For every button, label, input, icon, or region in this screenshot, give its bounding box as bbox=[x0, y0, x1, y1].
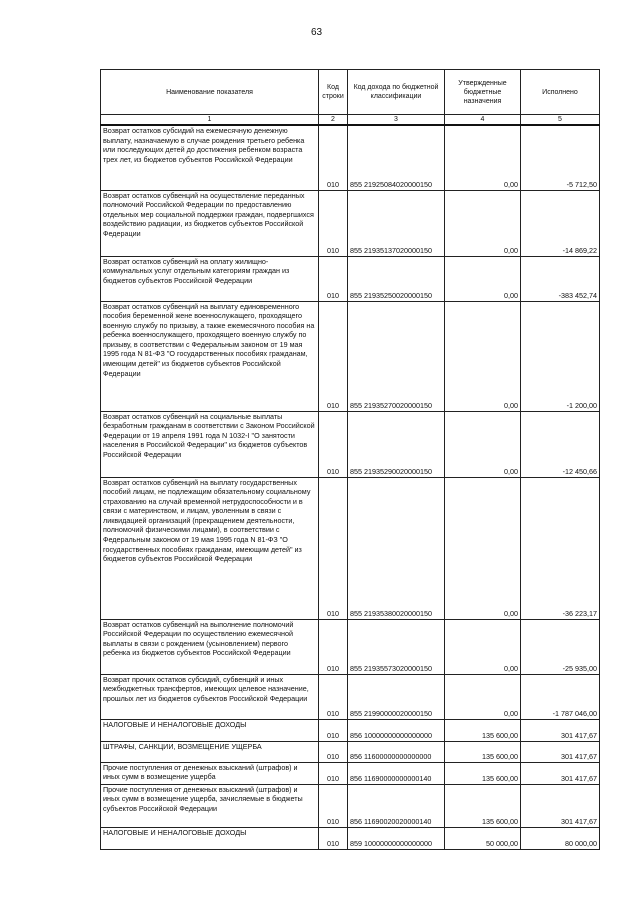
header-code: Код строки bbox=[319, 70, 348, 115]
table-row bbox=[101, 411, 600, 477]
row-kbk: 855 21935137020000150 bbox=[348, 190, 445, 256]
row-approved: 0,00 bbox=[445, 256, 521, 301]
header-name: Наименование показателя bbox=[101, 70, 319, 115]
row-done: -5 712,50 bbox=[521, 125, 600, 190]
row-kbk: 856 10000000000000000 bbox=[348, 719, 445, 741]
row-code: 010 bbox=[319, 619, 348, 674]
row-done: -36 223,17 bbox=[521, 477, 600, 619]
table-row bbox=[101, 125, 600, 190]
table-row bbox=[101, 719, 600, 741]
report-table bbox=[100, 69, 600, 850]
row-code: 010 bbox=[319, 125, 348, 190]
row-done: 301 417,67 bbox=[521, 762, 600, 784]
row-done: 301 417,67 bbox=[521, 741, 600, 762]
row-done: 80 000,00 bbox=[521, 827, 600, 849]
table-body bbox=[101, 125, 600, 849]
row-name: Прочие поступления от денежных взысканий (штрафов) и иных сумм в возмещение ущерба, зачисляемые в бюджеты субъектов Российской Федерации bbox=[101, 784, 319, 827]
row-name: Возврат остатков субсидий на ежемесячную денежную выплату, назначаемую в случае рождения третьего ребенка или последующих детей до достижения ребенком возраста трех лет, из бюджетов субъектов Российской Федерации bbox=[101, 125, 319, 190]
column-number: 4 bbox=[445, 115, 521, 126]
row-name: НАЛОГОВЫЕ И НЕНАЛОГОВЫЕ ДОХОДЫ bbox=[101, 719, 319, 741]
row-done: -14 869,22 bbox=[521, 190, 600, 256]
table-row bbox=[101, 256, 600, 301]
header-approved: Утвержденные бюджетные назначения bbox=[445, 70, 521, 115]
table-row bbox=[101, 784, 600, 827]
row-done: -383 452,74 bbox=[521, 256, 600, 301]
row-approved: 135 600,00 bbox=[445, 741, 521, 762]
row-code: 010 bbox=[319, 477, 348, 619]
row-code: 010 bbox=[319, 784, 348, 827]
column-number: 3 bbox=[348, 115, 445, 126]
row-name: Возврат остатков субвенций на оплату жилищно-коммунальных услуг отдельным категориям граждан из бюджетов субъектов Российской Федерации bbox=[101, 256, 319, 301]
row-approved: 135 600,00 bbox=[445, 719, 521, 741]
row-kbk: 855 21935380020000150 bbox=[348, 477, 445, 619]
row-kbk: 855 21935290020000150 bbox=[348, 411, 445, 477]
table-row bbox=[101, 477, 600, 619]
row-kbk: 859 10000000000000000 bbox=[348, 827, 445, 849]
row-name: Возврат прочих остатков субсидий, субвенций и иных межбюджетных трансфертов, имеющих целевое назначение, прошлых лет из бюджетов субъектов Российской Федерации bbox=[101, 674, 319, 719]
row-code: 010 bbox=[319, 674, 348, 719]
row-kbk: 855 21935270020000150 bbox=[348, 301, 445, 411]
row-code: 010 bbox=[319, 741, 348, 762]
row-name: НАЛОГОВЫЕ И НЕНАЛОГОВЫЕ ДОХОДЫ bbox=[101, 827, 319, 849]
row-kbk: 855 21935250020000150 bbox=[348, 256, 445, 301]
row-name: Возврат остатков субвенций на осуществление переданных полномочий Российской Федерации по предоставлению отдельных мер социальной поддержки граждан, подвергшихся воздействию радиации, из бюджетов субъектов Российской Федерации bbox=[101, 190, 319, 256]
row-code: 010 bbox=[319, 762, 348, 784]
row-done: -25 935,00 bbox=[521, 619, 600, 674]
row-kbk: 855 21990000020000150 bbox=[348, 674, 445, 719]
row-approved: 0,00 bbox=[445, 619, 521, 674]
row-name: Возврат остатков субвенций на социальные выплаты безработным гражданам в соответствии с Законом Российской Федерации от 19 апреля 1991 года N 1032-I "О занятости населения в Российской Федерации" из бюджетов субъектов Российской Федерации bbox=[101, 411, 319, 477]
row-code: 010 bbox=[319, 411, 348, 477]
page-number: 63 bbox=[310, 27, 323, 38]
row-approved: 0,00 bbox=[445, 477, 521, 619]
table-row bbox=[101, 674, 600, 719]
row-kbk: 856 11690020020000140 bbox=[348, 784, 445, 827]
row-code: 010 bbox=[319, 827, 348, 849]
row-name: Возврат остатков субвенций на выплату единовременного пособия беременной жене военнослужащего, проходящего военную службу по призыву, а также ежемесячного пособия на ребенка военнослужащего, проходящего военную службу по призыву, в соответствии с Федеральным законом от 19 мая 1995 года N 81-ФЗ "О государственных пособиях гражданам, имеющим детей" из бюджетов субъектов Российской Федерации bbox=[101, 301, 319, 411]
row-code: 010 bbox=[319, 190, 348, 256]
row-name: Возврат остатков субвенций на выполнение полномочий Российской Федерации по осуществлению ежемесячной выплаты в связи с рождением (усыновлением) первого ребенка из бюджетов субъектов Российской Федерации bbox=[101, 619, 319, 674]
row-name: ШТРАФЫ, САНКЦИИ, ВОЗМЕЩЕНИЕ УЩЕРБА bbox=[101, 741, 319, 762]
row-code: 010 bbox=[319, 719, 348, 741]
column-number: 1 bbox=[101, 115, 319, 126]
row-kbk: 855 21925084020000150 bbox=[348, 125, 445, 190]
table-row bbox=[101, 827, 600, 849]
row-done: 301 417,67 bbox=[521, 784, 600, 827]
column-number: 2 bbox=[319, 115, 348, 126]
row-done: -1 787 046,00 bbox=[521, 674, 600, 719]
row-name: Возврат остатков субвенций на выплату государственных пособий лицам, не подлежащим обязательному социальному страхованию на случай временной нетрудоспособности и в связи с материнством, и лицам, уволенным в связи с ликвидацией организаций (прекращением деятельности, полномочий физическими лицами), в соответствии с Федеральным законом от 19 мая 1995 года N 81-ФЗ "О государственных пособиях гражданам, имеющим детей" из бюджетов субъектов Российской Федерации bbox=[101, 477, 319, 619]
header-done: Исполнено bbox=[521, 70, 600, 115]
table-header bbox=[101, 70, 600, 126]
row-kbk: 856 11600000000000000 bbox=[348, 741, 445, 762]
row-code: 010 bbox=[319, 301, 348, 411]
column-number: 5 bbox=[521, 115, 600, 126]
row-kbk: 855 21935573020000150 bbox=[348, 619, 445, 674]
row-approved: 0,00 bbox=[445, 301, 521, 411]
row-kbk: 856 11690000000000140 bbox=[348, 762, 445, 784]
row-done: -12 450,66 bbox=[521, 411, 600, 477]
table-row bbox=[101, 190, 600, 256]
row-approved: 0,00 bbox=[445, 411, 521, 477]
header-kbk: Код дохода по бюджетной классификации bbox=[348, 70, 445, 115]
row-code: 010 bbox=[319, 256, 348, 301]
row-name: Прочие поступления от денежных взысканий (штрафов) и иных сумм в возмещение ущерба bbox=[101, 762, 319, 784]
row-approved: 0,00 bbox=[445, 674, 521, 719]
table-row bbox=[101, 762, 600, 784]
row-done: -1 200,00 bbox=[521, 301, 600, 411]
row-approved: 0,00 bbox=[445, 125, 521, 190]
table-row bbox=[101, 741, 600, 762]
row-approved: 0,00 bbox=[445, 190, 521, 256]
row-approved: 135 600,00 bbox=[445, 762, 521, 784]
table-row bbox=[101, 301, 600, 411]
table-row bbox=[101, 619, 600, 674]
row-approved: 135 600,00 bbox=[445, 784, 521, 827]
row-approved: 50 000,00 bbox=[445, 827, 521, 849]
row-done: 301 417,67 bbox=[521, 719, 600, 741]
